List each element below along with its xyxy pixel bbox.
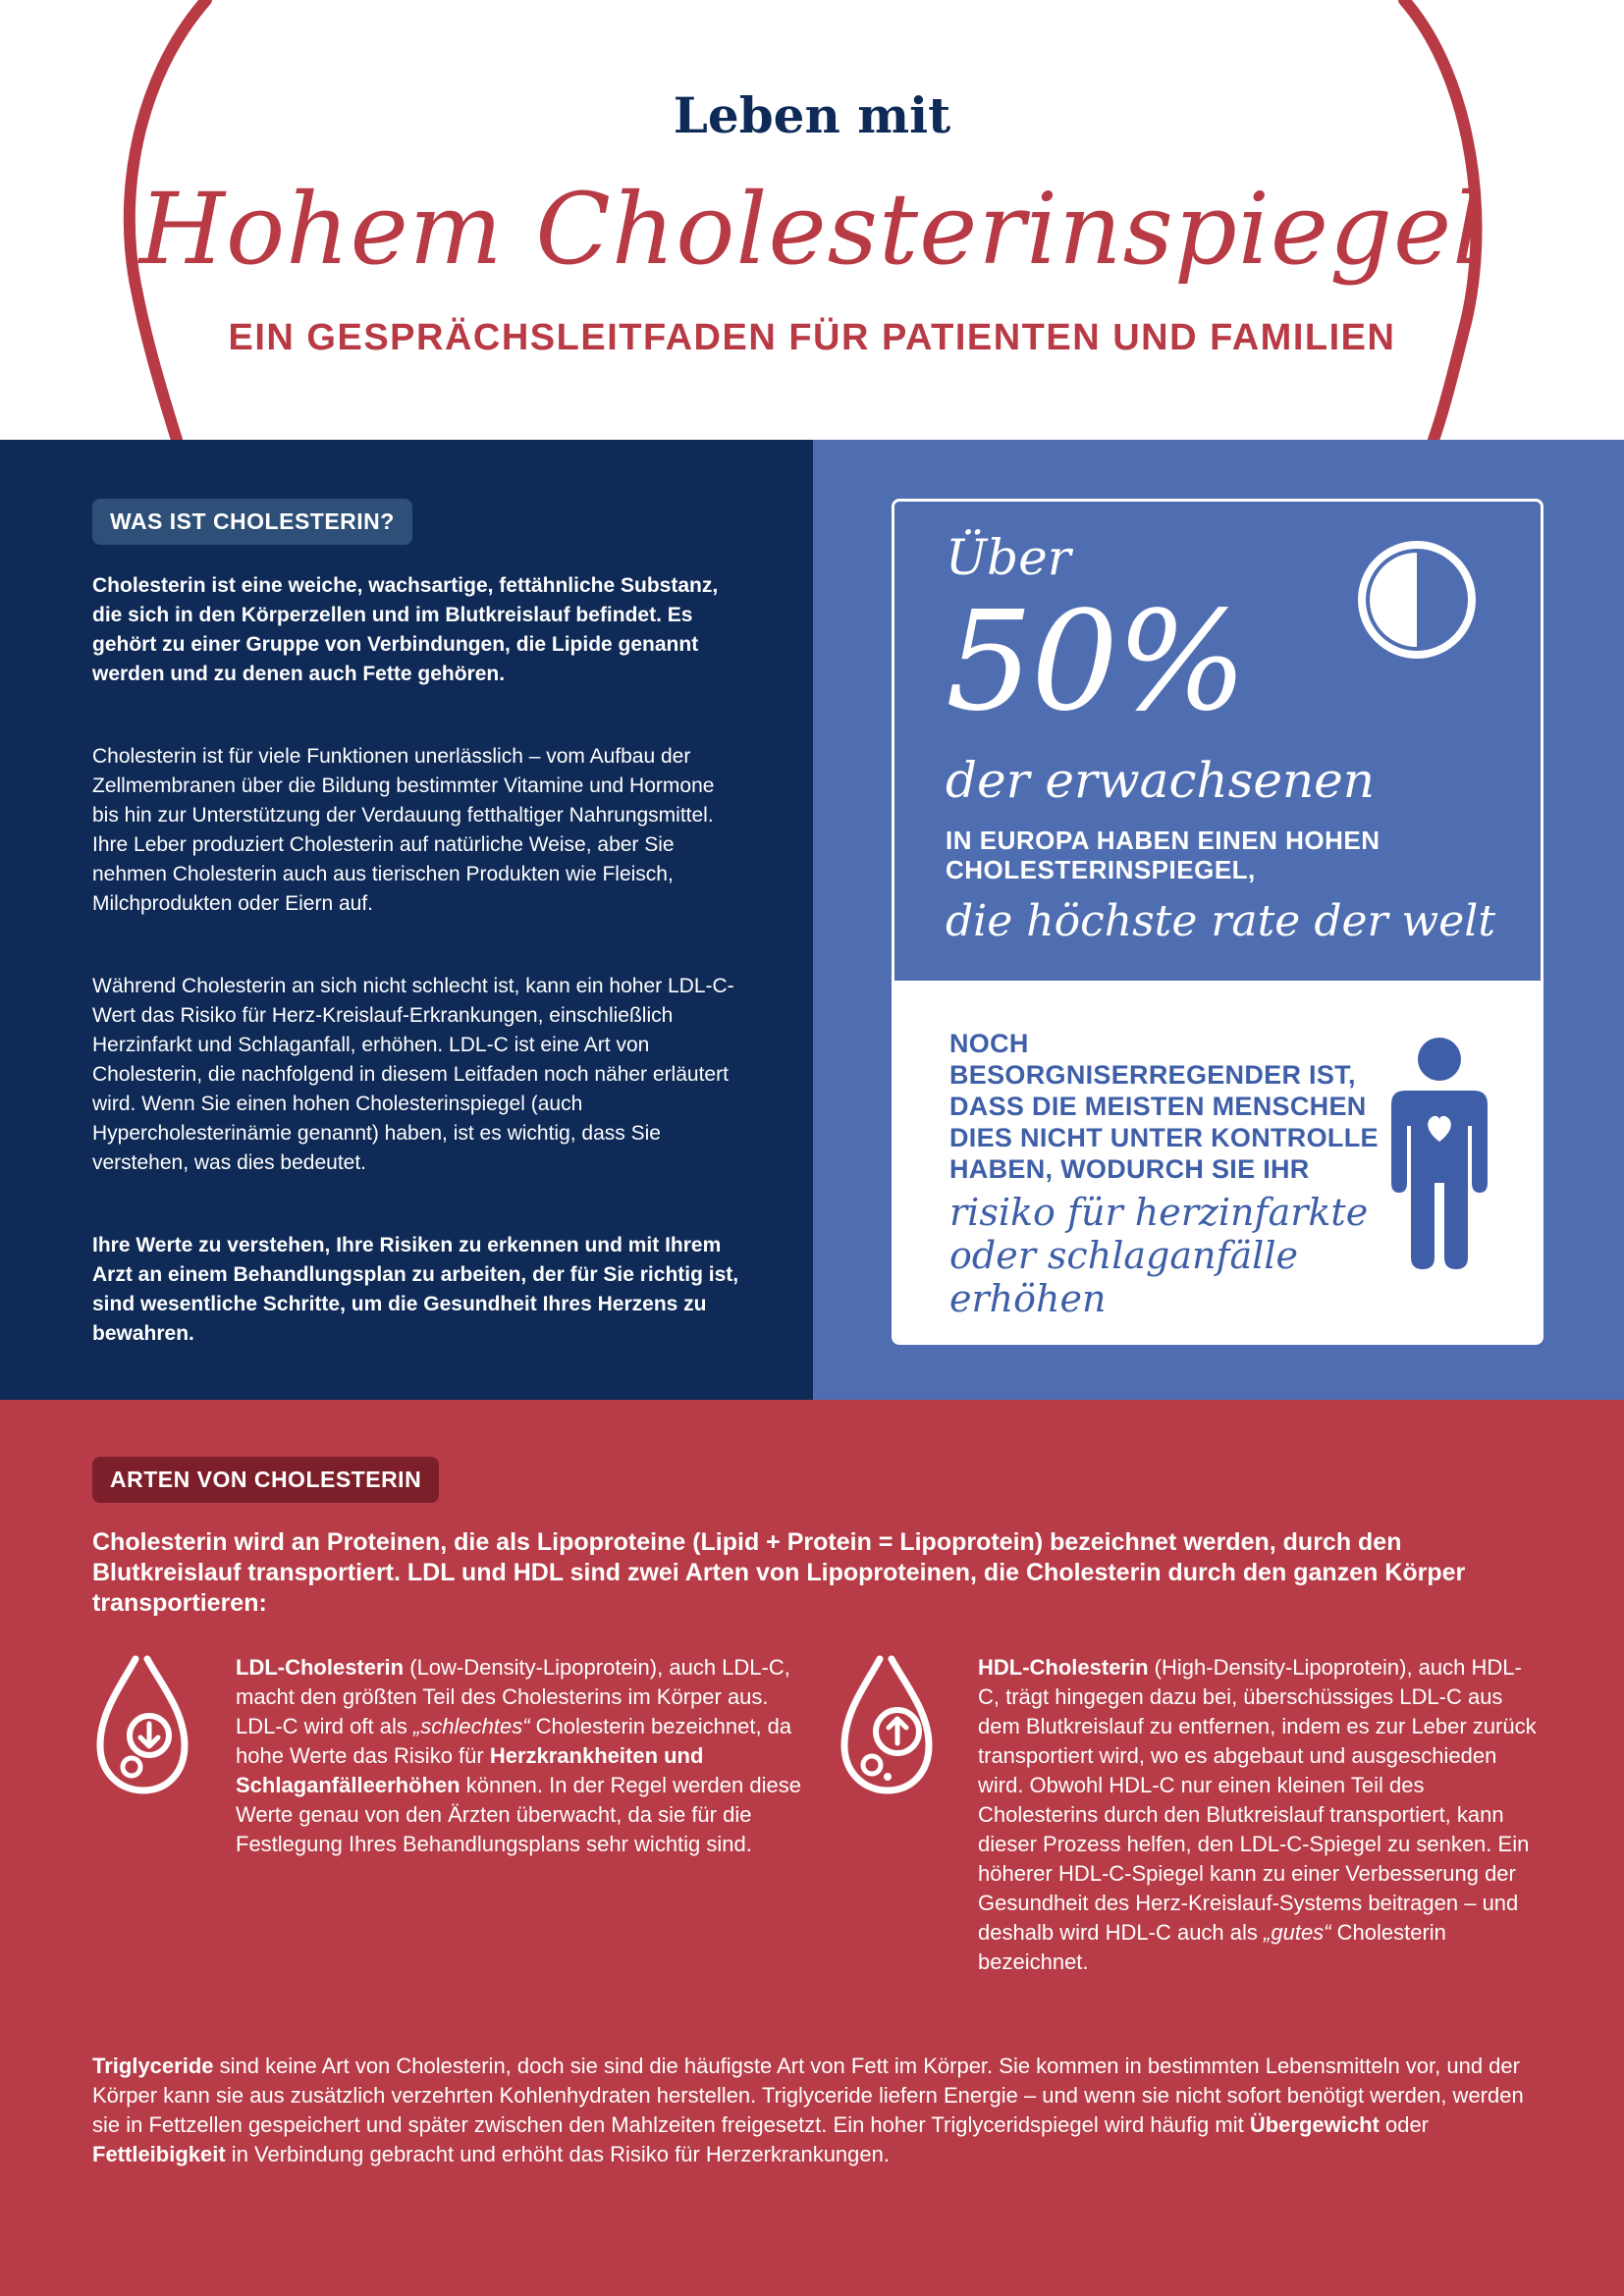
triglycerides-term: Triglyceride: [92, 2054, 214, 2078]
header-kicker: Leben mit: [673, 86, 951, 144]
types-of-cholesterol-section: [0, 1400, 1624, 2296]
trig-text-1: sind keine Art von Cholesterin, doch sie sind die häufigste Art von Fett im Körper. Sie kommen in bestimmten Lebensmitteln vor, und der Körper kann sie aus zusätzlich verzehrten Kohlenhydraten herstellen. Triglyceride liefern Energie – und wenn sie nicht sofort benötigt werden, werden sie in Fettzellen gespeichert und später zwischen den Mahlzeiten freigesetzt. Ein hoher Triglyceridspiegel wird häufig mit: [92, 2054, 1524, 2137]
stat-percentage: 50%: [946, 582, 1246, 742]
hdl-text-2: Cholesterin bezeichnet.: [978, 1920, 1446, 1974]
drop-arrow-down-icon: [92, 1651, 190, 1796]
ldl-text-2: Cholesterin bezeichnet, da hohe Werte das Risiko für: [236, 1714, 792, 1768]
hdl-description: [978, 1653, 1538, 1977]
stat-adults: der erwachsenen: [946, 752, 1375, 809]
ldl-text-1: (Low-Density-Lipoprotein), auch LDL-C, macht den größten Teil des Cholesterins im Körper aus. LDL-C wird oft als: [236, 1655, 790, 1738]
statistics-card: [892, 499, 1543, 1345]
what-is-paragraph-3: Während Cholesterin an sich nicht schlecht ist, kann ein hoher LDL-C-Wert das Risiko für Herz-Kreislauf-Erkrankungen, einschließlich Herzinfarkt und Schlaganfall, erhöhen. LDL-C ist eine Art von Cholesterin, die nachfolgend in diesem Leitfaden noch näher erläutert wird. Wenn Sie einen hohen Cholesterinspiegel (auch Hypercholesterinämie genannt) haben, ist es wichtig, dass Sie verstehen, was dies bedeutet.: [92, 975, 734, 1174]
section-badge: ARTEN VON CHOLESTERIN: [92, 1457, 439, 1503]
page-subtitle: EIN GESPRÄCHSLEITFADEN FÜR PATIENTEN UND FAMILIEN: [228, 317, 1396, 358]
statistics-card-bottom: [894, 981, 1541, 1345]
trig-obesity: Fettleibigkeit: [92, 2142, 226, 2166]
statistics-section: [813, 440, 1624, 1400]
what-is-paragraph-1: Cholesterin ist eine weiche, wachsartige, fettähnliche Substanz, die sich in den Körperzellen und im Blutkreislauf befindet. Es gehört zu einer Gruppe von Verbindungen, die Lipide genannt werden und zu denen auch Fette gehören.: [92, 574, 719, 685]
what-is-cholesterol-section: [0, 440, 813, 1400]
person-with-heart-icon: [1385, 1036, 1493, 1271]
ldl-risk: Herzkrankheiten und Schlaganfälleerhöhen: [236, 1743, 704, 1797]
ldl-text-3: können. In der Regel werden diese Werte genau von den Ärzten überwacht, da sie für die Festlegung Ihres Behandlungsplans sehr wichtig sind.: [236, 1773, 801, 1856]
what-is-paragraph-2: Cholesterin ist für viele Funktionen unerlässlich – vom Aufbau der Zellmembranen über die Bildung bestimmter Vitamine und Hormone bis hin zur Unterstützung der Verdauung fetthaltiger Nahrungsmittel. Ihre Leber produziert Cholesterin auf natürliche Weise, aber Sie nehmen Cholesterin auch aus tierischen Produkten wie Fleisch, Milchprodukten oder Eiern auf.: [92, 745, 715, 915]
trig-text-3: in Verbindung gebracht und erhöht das Risiko für Herzerkrankungen.: [225, 2142, 890, 2166]
stat-risk: risiko für herzinfarkte oder schlaganfälle erhöhen: [949, 1191, 1369, 1320]
ldl-term: LDL-Cholesterin: [236, 1655, 405, 1680]
statistics-card-top: [894, 502, 1541, 981]
ldl-quote: „schlechtes“: [412, 1714, 530, 1738]
drop-arrow-up-icon: [837, 1651, 935, 1796]
stat-rate: die höchste rate der welt: [946, 896, 1496, 946]
stat-concern: NOCH BESORGNISERREGENDER IST, DASS DIE MEISTEN MENSCHEN DIES NICHT UNTER KONTROLLE HABEN, WODURCH SIE IHR: [949, 1029, 1379, 1184]
half-filled-circle-icon: [1356, 539, 1478, 661]
stat-over: Über: [946, 529, 1071, 586]
stat-europe: IN EUROPA HABEN EINEN HOHEN CHOLESTERINSPIEGEL,: [946, 826, 1380, 884]
trig-overweight: Übergewicht: [1249, 2112, 1380, 2137]
hdl-text-1: (High-Density-Lipoprotein), auch HDL-C, trägt hingegen dazu bei, überschüssiges LDL-C aus dem Blutkreislauf zu entfernen, indem es zur Leber zurück transportiert wird, wo es abgebaut und ausgeschieden wird. Obwohl HDL-C nur einen kleinen Teil des Cholesterins durch den Blutkreislauf transportiert, kann dieser Prozess helfen, den LDL-C-Spiegel zu senken. Ein höherer HDL-C-Spiegel kann zu einer Verbesserung der Gesundheit des Herz-Kreislauf-Systems beitragen – und deshalb wird HDL-C auch als: [978, 1655, 1537, 1945]
header: [0, 0, 1624, 440]
page-title: Hohem Cholesterinspiegel: [138, 172, 1486, 287]
trig-text-2: oder: [1379, 2112, 1430, 2137]
hdl-quote: „gutes“: [1264, 1920, 1331, 1945]
triglycerides-description: [92, 2052, 1545, 2169]
section-badge: WAS IST CHOLESTERIN?: [92, 499, 412, 545]
types-intro: Cholesterin wird an Proteinen, die als Lipoproteine (Lipid + Protein = Lipoprotein) bezeichnet werden, durch den Blutkreislauf transportiert. LDL und HDL sind zwei Arten von Lipoproteinen, die Cholesterin durch den ganzen Körper transportieren:: [92, 1528, 1466, 1617]
what-is-paragraph-4: Ihre Werte zu verstehen, Ihre Risiken zu erkennen und mit Ihrem Arzt an einem Behandlungsplan zu arbeiten, der für Sie richtig ist, sind wesentliche Schritte, um die Gesundheit Ihres Herzens zu bewahren.: [92, 1234, 739, 1345]
hdl-term: HDL-Cholesterin: [978, 1655, 1149, 1680]
ldl-description: [236, 1653, 805, 1859]
